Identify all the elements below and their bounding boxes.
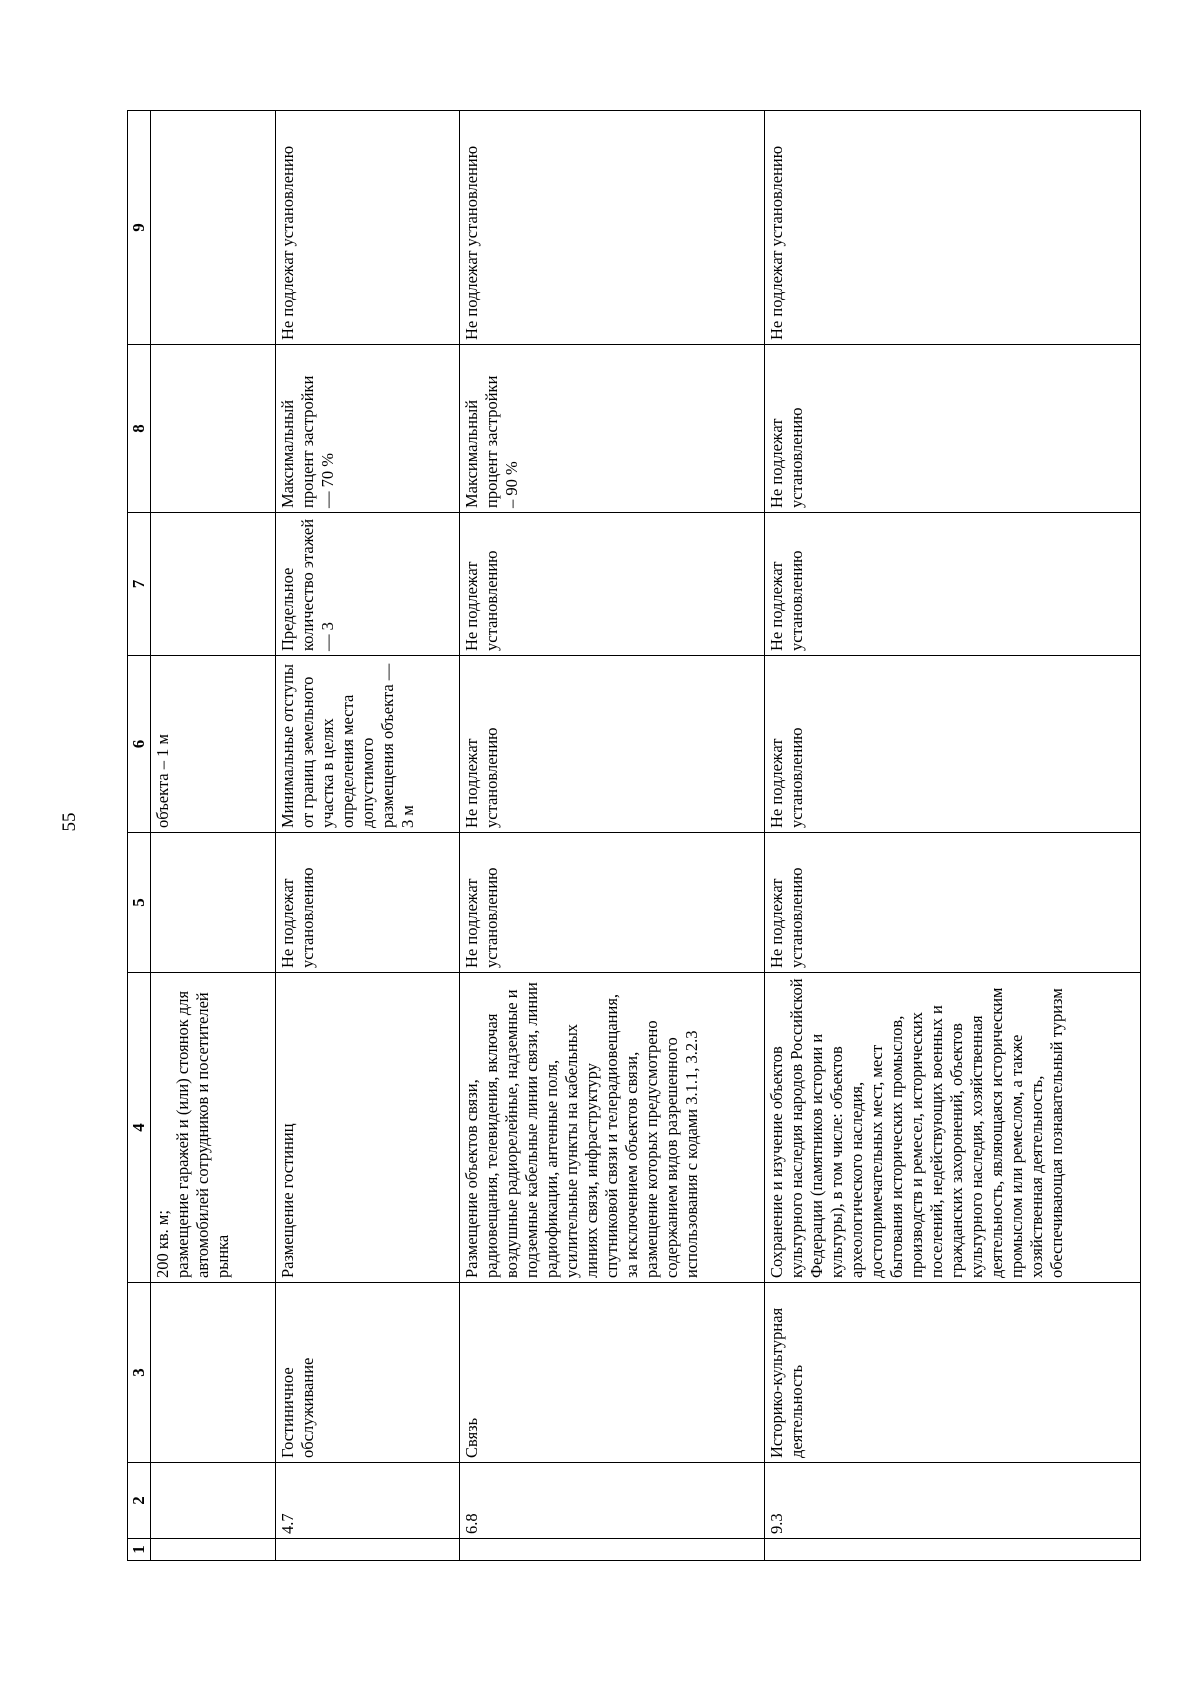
table-cell: Не подлежат установлению <box>460 111 765 345</box>
rotated-table-wrapper <box>127 111 1107 1561</box>
table-cell: 200 кв. м; размещение гаражей и (или) стоянок для автомобилей сотрудников и посетителей рынка <box>151 973 276 1283</box>
table-cell: Не подлежат установлению <box>460 833 765 973</box>
table-cell: Не подлежат установлению <box>460 513 765 656</box>
table-row <box>276 111 460 1561</box>
table-cell <box>151 345 276 513</box>
table-cell <box>151 111 276 345</box>
table-cell: Гостиничное обслуживание <box>276 1283 460 1463</box>
header-cell: 9 <box>128 111 151 345</box>
table-cell: Минимальные отступы от границ земельного участка в целях определения места допустимого размещения объекта — 3 м <box>276 656 460 833</box>
header-cell: 2 <box>128 1463 151 1539</box>
table-cell: объекта – 1 м <box>151 656 276 833</box>
table-cell <box>151 1539 276 1561</box>
table-cell: Не подлежат установлению <box>765 656 1141 833</box>
table-cell: 6.8 <box>460 1463 765 1539</box>
table-cell: Связь <box>460 1283 765 1463</box>
table-cell: Размещение гостиниц <box>276 973 460 1283</box>
table-cell: Не подлежат установлению <box>765 833 1141 973</box>
table-cell: Не подлежат установлению <box>460 656 765 833</box>
table-cell: Не подлежат установлению <box>765 111 1141 345</box>
header-cell: 5 <box>128 833 151 973</box>
table-cell: Не подлежат установлению <box>765 513 1141 656</box>
table-cell: Размещение объектов связи, радиовещания, телевидения, включая воздушные радиорелейные, надземные и подземные кабельные линии связи, линии радиофикации, антенные поля, усилительные пункты на кабельных линиях связи, инфраструктуру спутниковой связи и телерадиовещания, за исключением объектов связи, размещение которых предусмотрено содержанием видов разрешенного использования с кодами 3.1.1, 3.2.3 <box>460 973 765 1283</box>
table-cell: Максимальный процент застройки — 70 % <box>276 345 460 513</box>
table-cell: 4.7 <box>276 1463 460 1539</box>
header-cell: 3 <box>128 1283 151 1463</box>
table-row <box>765 111 1141 1561</box>
table-cell <box>151 513 276 656</box>
table-cell <box>151 1283 276 1463</box>
table-cell <box>151 833 276 973</box>
table-cell: Не подлежат установлению <box>765 345 1141 513</box>
table-cell <box>151 1463 276 1539</box>
header-cell: 7 <box>128 513 151 656</box>
table-cell: 9.3 <box>765 1463 1141 1539</box>
header-cell: 1 <box>128 1539 151 1561</box>
regulations-table <box>127 110 1141 1561</box>
header-cell: 8 <box>128 345 151 513</box>
header-row <box>128 111 151 1561</box>
table-cell: Предельное количество этажей — 3 <box>276 513 460 656</box>
table-cell <box>276 1539 460 1561</box>
page-number: 55 <box>59 812 80 832</box>
table-row <box>151 111 276 1561</box>
header-cell: 4 <box>128 973 151 1283</box>
header-cell: 6 <box>128 656 151 833</box>
table-cell: Не подлежат установлению <box>276 111 460 345</box>
table-cell <box>765 1539 1141 1561</box>
table-cell: Сохранение и изучение объектов культурного наследия народов Российской Федерации (памятников истории и культуры), в том числе: объектов археологического наследия, достопримечательных мест, мест бытования исторических промыслов, производств и ремесел, исторических поселений, недействующих военных и гражданских захоронений, объектов культурного наследия, хозяйственная деятельность, являющаяся историческим промыслом или ремеслом, а также хозяйственная деятельность, обеспечивающая познавательный туризм <box>765 973 1141 1283</box>
table-cell: Не подлежат установлению <box>276 833 460 973</box>
table-row <box>460 111 765 1561</box>
table-cell <box>460 1539 765 1561</box>
table-cell: Максимальный процент застройки – 90 % <box>460 345 765 513</box>
table-cell: Историко-культурная деятельность <box>765 1283 1141 1463</box>
